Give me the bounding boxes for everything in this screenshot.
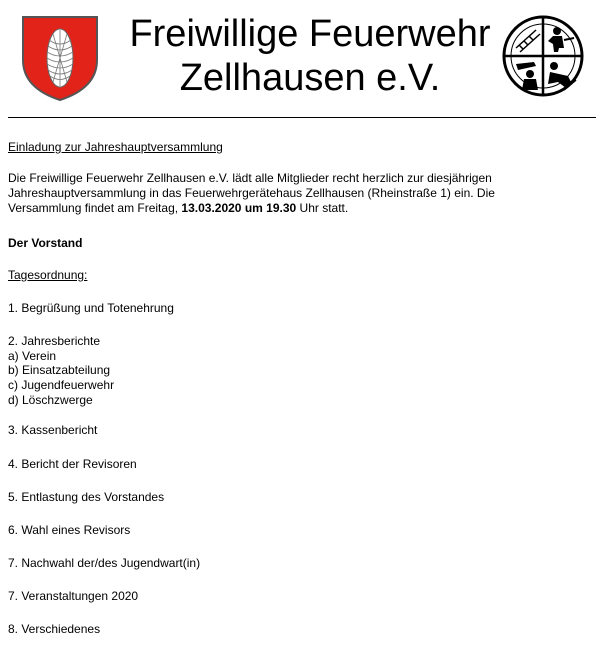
signature: Der Vorstand bbox=[8, 236, 83, 250]
agenda-subitem: d) Löschzwerge bbox=[8, 393, 93, 407]
intro-line-1: Die Freiwillige Feuerwehr Zellhausen e.V. lädt alle Mitglieder recht herzlich zur diesjährigen bbox=[8, 171, 492, 185]
agenda-subitem: a) Verein bbox=[8, 349, 57, 363]
intro-line-2: Jahreshauptversammlung in das Feuerwehrgerätehaus Zellhausen (Rheinstraße 1) ein. Die bbox=[8, 186, 495, 200]
meeting-date: 13.03.2020 um 19.30 bbox=[181, 201, 297, 215]
agenda-heading: Tagesordnung: bbox=[8, 268, 88, 282]
intro-line-3: Versammlung findet am Freitag, 13.03.2020 um 19.30 Uhr statt. bbox=[8, 201, 349, 215]
agenda-item: 1. Begrüßung und Totenehrung bbox=[8, 301, 174, 315]
agenda-item: 3. Kassenbericht bbox=[8, 423, 98, 437]
org-name-line1: Freiwillige Feuerwehr bbox=[129, 13, 491, 55]
letter-heading: Einladung zur Jahreshauptversammlung bbox=[8, 140, 223, 154]
agenda-subitem: b) Einsatzabteilung bbox=[8, 363, 111, 377]
firefighter-emblem-icon bbox=[502, 14, 584, 98]
agenda-item: 5. Entlastung des Vorstandes bbox=[8, 490, 165, 504]
agenda-item: 6. Wahl eines Revisors bbox=[8, 523, 131, 537]
agenda-item: 8. Verschiedenes bbox=[8, 622, 101, 636]
agenda-item: 7. Nachwahl der/des Jugendwart(in) bbox=[8, 556, 201, 570]
agenda-item: 2. Jahresberichte bbox=[8, 334, 101, 348]
header-divider bbox=[8, 117, 596, 118]
coat-of-arms-icon bbox=[20, 14, 100, 102]
agenda-subitem: c) Jugendfeuerwehr bbox=[8, 378, 115, 392]
agenda-item: 4. Bericht der Revisoren bbox=[8, 457, 137, 471]
agenda-item: 7. Veranstaltungen 2020 bbox=[8, 589, 139, 603]
org-name-line2: Zellhausen e.V. bbox=[179, 57, 441, 99]
